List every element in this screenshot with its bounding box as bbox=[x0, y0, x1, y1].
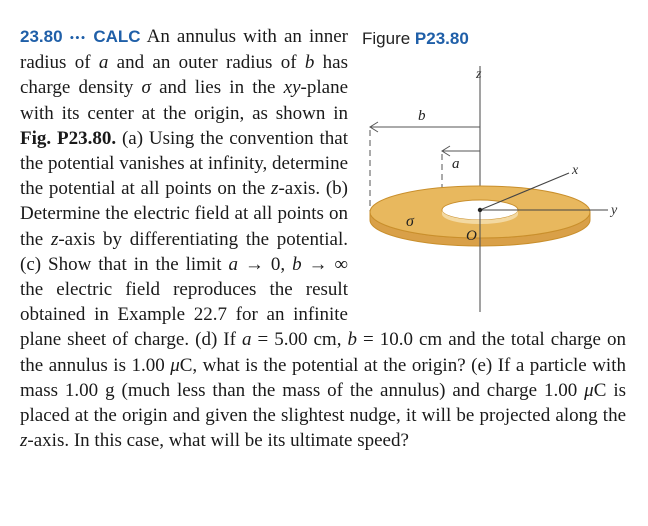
y-axis-label: y bbox=[611, 203, 618, 218]
d-b-value: = 10.0 cm and the total charge on the annulus is 1.00 bbox=[20, 329, 627, 376]
var-sigma: σ bbox=[141, 77, 151, 99]
e-rest-2: -axis. In this case, what will be its ultimate speed? bbox=[27, 430, 409, 452]
problem-number: 23.80 bbox=[20, 27, 63, 46]
fig-reference: Fig. P23.80. bbox=[20, 127, 117, 149]
dimension-b-label: b bbox=[418, 108, 426, 124]
limit-b: b bbox=[292, 253, 302, 275]
text-and-outer: and an outer radius of bbox=[108, 52, 305, 74]
z-axis-label: z bbox=[476, 67, 482, 82]
d-rest: C, what is the potential at the origin? (e) If a particle with mass 1.00 g (much less than the mass of the annulus) and charge 1.00 bbox=[20, 354, 626, 401]
text-part-b: -axis. (b) Determine the electric field at all points on the bbox=[20, 178, 349, 250]
z-var-2: z bbox=[50, 228, 59, 250]
figure-label-prefix: Figure bbox=[362, 29, 411, 48]
difficulty-dots: ••• bbox=[69, 30, 87, 45]
sigma-label: σ bbox=[406, 213, 414, 230]
annulus-diagram bbox=[356, 24, 626, 324]
d-var-b: b bbox=[347, 329, 357, 351]
text-has-density: has charge density bbox=[20, 52, 349, 99]
calc-tag: CALC bbox=[93, 27, 141, 46]
d-var-a: a bbox=[241, 329, 252, 351]
xy-plane: xy bbox=[283, 77, 301, 99]
dimension-a-label: a bbox=[452, 156, 460, 172]
limit-mid: → 0, bbox=[237, 253, 293, 275]
text-plane-center: -plane with its center at the origin, as shown in bbox=[20, 77, 349, 124]
figure-label-id: P23.80 bbox=[414, 29, 469, 48]
var-a: a bbox=[98, 52, 109, 74]
text-and-lies: and lies in the bbox=[150, 77, 284, 99]
e-mu: μ bbox=[584, 379, 594, 401]
z-var-1: z bbox=[271, 178, 279, 200]
figure-p23-80 bbox=[356, 24, 626, 324]
x-axis-label: x bbox=[572, 163, 579, 178]
d-a-value: = 5.00 cm, bbox=[251, 329, 348, 351]
e-rest-1: C is placed at the origin and given the slightest nudge, it will be projected along the bbox=[20, 379, 626, 427]
text-continuation: electric field reproduces the result obtained in Example 22.7 for an infinite plane sheet of charge. (d) If bbox=[20, 279, 348, 351]
var-b: b bbox=[304, 52, 315, 74]
figure-label bbox=[362, 26, 469, 51]
d-mu: μ bbox=[170, 354, 180, 376]
e-z: z bbox=[20, 430, 28, 452]
problem-block bbox=[20, 24, 626, 453]
limit-end: → ∞ the bbox=[20, 253, 349, 301]
text-part-a: (a) Using the convention that the potential vanishes at infinity, determine the potential at all points on the bbox=[20, 127, 349, 200]
text-intro: An annulus with an inner radius of bbox=[20, 26, 348, 74]
origin-label: O bbox=[466, 228, 477, 244]
text-part-b-2: -axis by differentiating the potential. (c) Show that in the limit bbox=[20, 228, 348, 275]
limit-a: a bbox=[228, 253, 238, 275]
origin-point bbox=[478, 208, 482, 212]
